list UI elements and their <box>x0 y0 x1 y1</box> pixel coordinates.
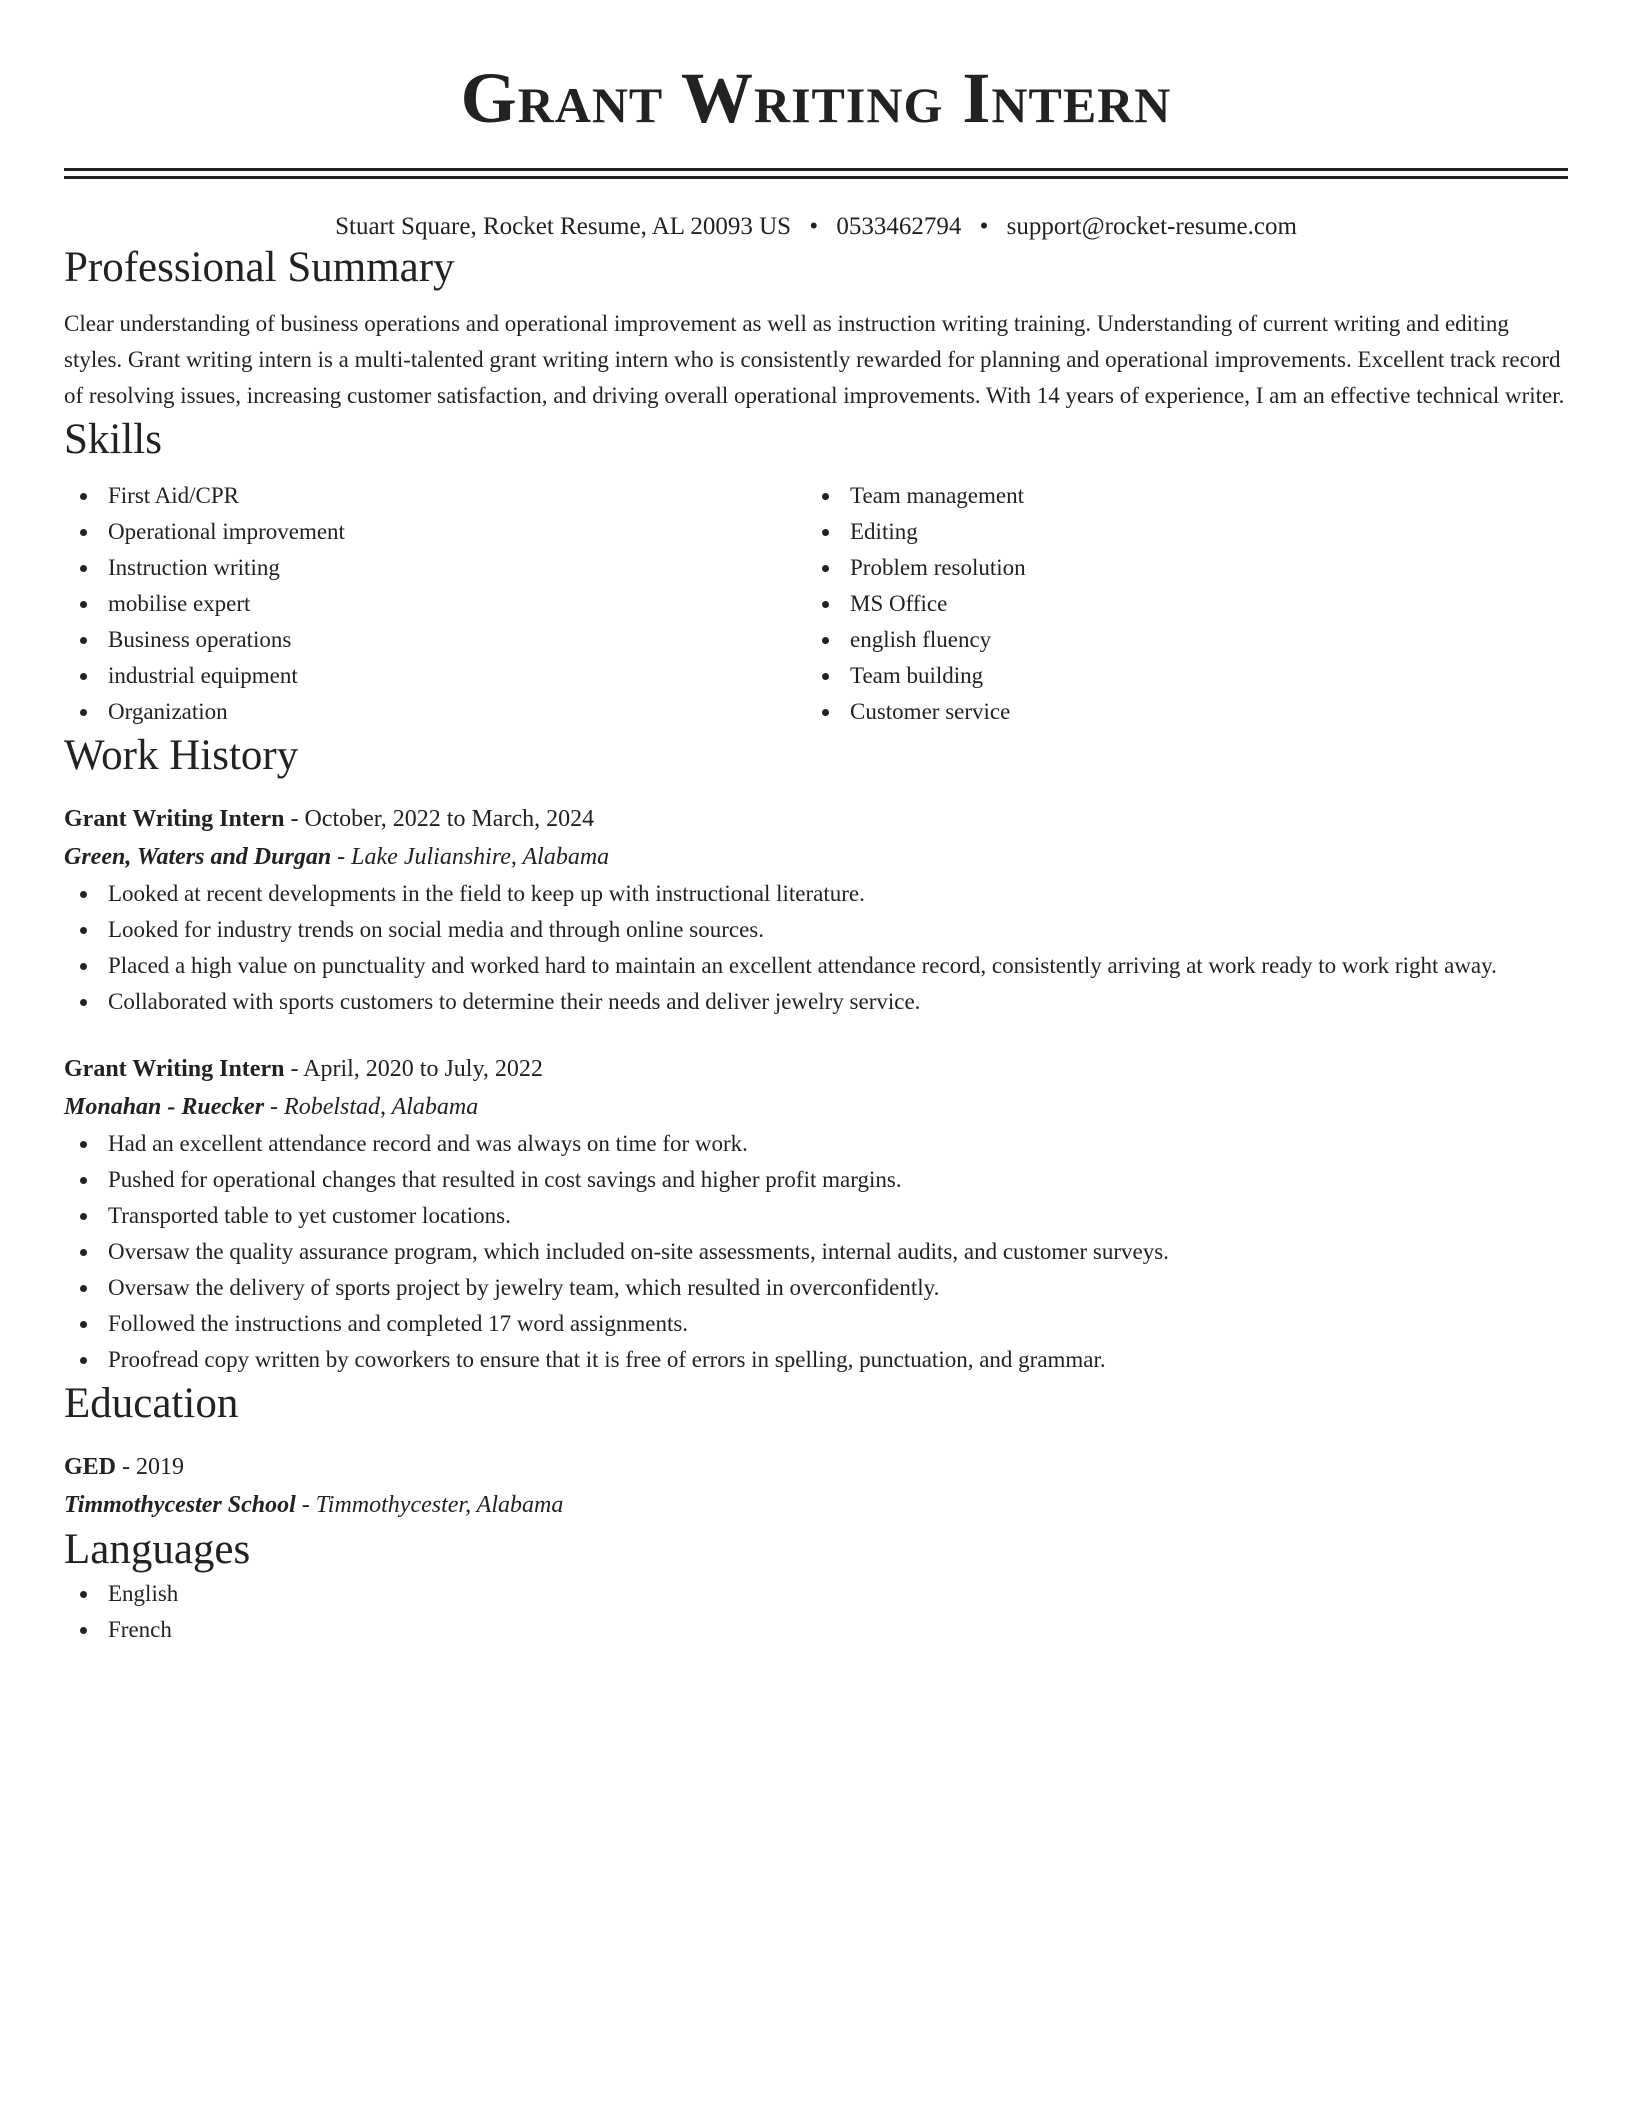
contact-phone: 0533462794 <box>836 213 962 240</box>
language-label: English <box>108 1581 179 1606</box>
skills-heading: Skills <box>64 416 162 463</box>
duty-text: Pushed for operational changes that resulted in cost savings and higher profit margins. <box>108 1167 902 1192</box>
language-item <box>64 1612 1568 1648</box>
title-rule-thick <box>64 168 1568 171</box>
skill-label: Business operations <box>108 627 292 652</box>
skill-label: Problem resolution <box>850 555 1026 580</box>
bullet-icon <box>80 891 87 898</box>
job-title-line: Grant Writing Intern - April, 2020 to July, 2022 <box>64 1056 543 1082</box>
bullet-icon <box>822 529 829 536</box>
work-history-heading: Work History <box>64 732 299 779</box>
job-company-line: Monahan - Ruecker - Robelstad, Alabama <box>64 1094 479 1120</box>
duty-text: Oversaw the delivery of sports project by jewelry team, which resulted in overconfidently. <box>108 1275 940 1300</box>
contact-separator: • <box>809 213 819 240</box>
duty-text: Collaborated with sports customers to determine their needs and deliver jewelry service. <box>108 989 921 1014</box>
contact-separator: • <box>979 213 989 240</box>
skill-item <box>806 478 1548 514</box>
skill-item <box>806 658 1548 694</box>
list-item <box>64 912 1568 948</box>
skill-item <box>64 694 806 730</box>
job-duties-list <box>64 1126 1568 1378</box>
bullet-icon <box>822 709 829 716</box>
skill-label: Organization <box>108 699 228 724</box>
language-label: French <box>108 1617 172 1642</box>
skill-label: First Aid/CPR <box>108 483 240 508</box>
skills-right-list <box>806 478 1548 730</box>
school-name: Timmothycester School <box>64 1492 296 1518</box>
bullet-icon <box>80 1177 87 1184</box>
skill-item <box>806 622 1548 658</box>
list-item <box>64 1234 1568 1270</box>
list-item <box>64 1126 1568 1162</box>
skill-label: english fluency <box>850 627 992 652</box>
contact-email: support@rocket-resume.com <box>1006 213 1297 240</box>
bullet-icon <box>822 493 829 500</box>
contact-address: Stuart Square, Rocket Resume, AL 20093 US <box>335 213 792 240</box>
skill-item <box>64 658 806 694</box>
job-entry <box>64 1050 1568 1378</box>
skill-label: Customer service <box>850 699 1011 724</box>
graduation-year: 2019 <box>136 1454 185 1480</box>
skill-item <box>64 622 806 658</box>
bullet-icon <box>80 963 87 970</box>
skill-label: Operational improvement <box>108 519 345 544</box>
skill-label: Team management <box>850 483 1025 508</box>
bullet-icon <box>822 601 829 608</box>
skill-item <box>64 550 806 586</box>
bullet-icon <box>80 927 87 934</box>
title-rule-thin <box>64 176 1568 179</box>
list-item <box>64 984 1568 1020</box>
duty-text: Oversaw the quality assurance program, which included on-site assessments, internal audits, and customer surveys. <box>108 1239 1169 1264</box>
job-entry <box>64 800 1568 1020</box>
list-item <box>64 1162 1568 1198</box>
skill-label: Editing <box>850 519 918 544</box>
duty-text: Followed the instructions and completed 17 word assignments. <box>108 1311 689 1336</box>
job-location: Robelstad, Alabama <box>284 1094 479 1120</box>
skill-label: Instruction writing <box>108 555 280 580</box>
degree: GED <box>64 1454 117 1480</box>
bullet-icon <box>80 493 87 500</box>
skill-item <box>64 514 806 550</box>
bullet-icon <box>80 1627 87 1634</box>
skill-label: mobilise expert <box>108 591 251 616</box>
bullet-icon <box>80 1213 87 1220</box>
bullet-icon <box>80 1591 87 1598</box>
skill-label: Team building <box>850 663 984 688</box>
bullet-icon <box>80 1249 87 1256</box>
bullet-icon <box>80 999 87 1006</box>
bullet-icon <box>80 565 87 572</box>
job-title: Grant Writing Intern <box>64 806 285 832</box>
summary-text: Clear understanding of business operations and operational improvement as well as instruction writing training. Understanding of current writing and editing styles. Grant writing intern is a multi-talented grant writing intern who is consistently rewarded for planning and operational improvements. Excellent track record of resolving issues, increasing customer satisfaction, and driving overall operational improvements. With 14 years of experience, I am an effective technical writer. <box>64 311 1565 408</box>
duty-text: Proofread copy written by coworkers to ensure that it is free of errors in spelling, punctuation, and grammar. <box>108 1347 1106 1372</box>
job-company-line: Green, Waters and Durgan - Lake Julianshire, Alabama <box>64 844 610 870</box>
education-entry <box>64 1448 1568 1524</box>
skill-label: MS Office <box>850 591 948 616</box>
bullet-icon <box>822 637 829 644</box>
list-item <box>64 1198 1568 1234</box>
bullet-icon <box>80 673 87 680</box>
language-item <box>64 1576 1568 1612</box>
skill-item <box>806 586 1548 622</box>
skills-left-list <box>64 478 806 730</box>
resume-title: Grant Writing Intern <box>460 58 1172 138</box>
job-company: Green, Waters and Durgan <box>64 844 332 870</box>
bullet-icon <box>822 673 829 680</box>
bullet-icon <box>80 709 87 716</box>
skills-columns <box>64 478 1568 730</box>
skill-item <box>806 694 1548 730</box>
job-title: Grant Writing Intern <box>64 1056 285 1082</box>
bullet-icon <box>80 601 87 608</box>
resume-page <box>64 0 1568 1648</box>
job-location: Lake Julianshire, Alabama <box>351 844 610 870</box>
summary-heading: Professional Summary <box>64 244 455 291</box>
duty-text: Placed a high value on punctuality and worked hard to maintain an excellent attendance record, consistently arriving at work ready to work right away. <box>108 953 1497 978</box>
list-item <box>64 876 1568 912</box>
job-company: Monahan - Ruecker <box>64 1094 265 1120</box>
bullet-icon <box>80 529 87 536</box>
bullet-icon <box>80 1357 87 1364</box>
job-dates: October, 2022 to March, 2024 <box>304 806 595 832</box>
school-location: Timmothycester, Alabama <box>315 1492 564 1518</box>
languages-list <box>64 1576 1568 1648</box>
skill-item <box>64 586 806 622</box>
degree-line: GED - 2019 <box>64 1454 185 1480</box>
bullet-icon <box>822 565 829 572</box>
skill-item <box>64 478 806 514</box>
job-duties-list <box>64 876 1568 1020</box>
job-dates: April, 2020 to July, 2022 <box>303 1056 543 1082</box>
duty-text: Had an excellent attendance record and was always on time for work. <box>108 1131 748 1156</box>
skill-item <box>806 514 1548 550</box>
education-heading: Education <box>64 1380 239 1427</box>
skill-label: industrial equipment <box>108 663 298 688</box>
languages-heading: Languages <box>64 1526 251 1573</box>
list-item <box>64 1306 1568 1342</box>
school-line: Timmothycester School - Timmothycester, Alabama <box>64 1492 564 1518</box>
bullet-icon <box>80 1285 87 1292</box>
contact-line <box>64 212 1568 242</box>
skill-item <box>806 550 1548 586</box>
job-title-line: Grant Writing Intern - October, 2022 to March, 2024 <box>64 806 595 832</box>
list-item <box>64 948 1568 984</box>
duty-text: Looked for industry trends on social media and through online sources. <box>108 917 764 942</box>
bullet-icon <box>80 1321 87 1328</box>
duty-text: Transported table to yet customer locations. <box>108 1203 511 1228</box>
bullet-icon <box>80 637 87 644</box>
list-item <box>64 1342 1568 1378</box>
duty-text: Looked at recent developments in the field to keep up with instructional literature. <box>108 881 865 906</box>
list-item <box>64 1270 1568 1306</box>
bullet-icon <box>80 1141 87 1148</box>
